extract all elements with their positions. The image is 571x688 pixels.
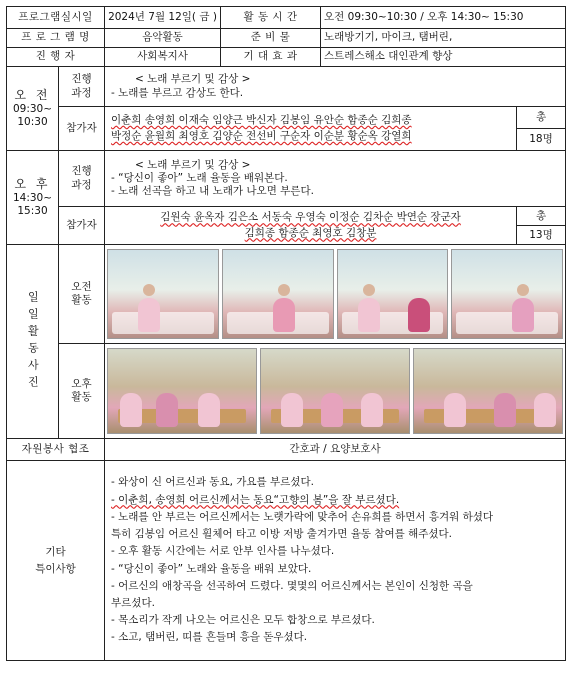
- afternoon-process-label: 진행 과정: [59, 151, 105, 207]
- afternoon-process-content: [105, 151, 566, 207]
- notes-line: - 어르신의 애창곡을 선곡하여 드렸다. 몇몇의 어르신께서는 본인이 신청한 곡을: [111, 579, 473, 592]
- morning-participants-list: [105, 107, 517, 151]
- notes-line: - 이춘희, 송영희 어르신께서는 동요“고향의 봄”을 잘 부르셨다.: [111, 493, 400, 506]
- afternoon-process-line: - 노래 선곡을 하고 내 노래가 나오면 부른다.: [111, 185, 314, 198]
- afternoon-participants-line: 김희종 함종순 최영호 김창분: [244, 226, 377, 239]
- afternoon-photo: [413, 348, 563, 434]
- notes-line: 특히 김봉임 어르신 휠체어 타고 이방 저방 출겨가면 율동 참여를 해주셨다.: [111, 528, 453, 541]
- afternoon-time-end: 15:30: [17, 205, 48, 217]
- morning-photo: [451, 249, 563, 339]
- notes-label: 기타 특이사항: [7, 461, 105, 661]
- morning-photos-strip: [105, 245, 566, 344]
- morning-photo: [222, 249, 334, 339]
- daily-photos-label-cell: [7, 245, 59, 439]
- morning-photo: [337, 249, 449, 339]
- daily-photos-label: 일일활동사진: [26, 290, 40, 393]
- afternoon-participants-list: [105, 207, 517, 245]
- morning-time-start: 09:30~: [12, 102, 53, 115]
- preparation-label: 준 비 물: [221, 29, 321, 48]
- afternoon-label: 오 후: [14, 176, 51, 191]
- notes-line: - 오후 활동 시간에는 서로 안부 인사를 나누셨다.: [111, 545, 335, 558]
- conductor-label: 진 행 자: [7, 48, 105, 67]
- morning-process-label: 진행 과정: [59, 67, 105, 107]
- expected-effect-value: 스트레스해소 대인관계 향상: [321, 48, 566, 67]
- afternoon-photo: [107, 348, 257, 434]
- morning-participants-line: 박정순 윤월희 최영호 김양순 전선비 구순자 이순분 황순옥 강열희: [111, 130, 412, 142]
- afternoon-participants-line: 김원숙 윤옥자 김은소 서동숙 우영숙 이정순 김차순 박연순 장군자: [160, 211, 461, 224]
- notes-line: - 소고, 탬버린, 띠를 흔들며 흥을 돋우셨다.: [111, 631, 308, 644]
- afternoon-total-value: 13명: [529, 229, 553, 241]
- afternoon-photos-strip: [105, 344, 566, 439]
- activity-time-label: 활 동 시 간: [221, 7, 321, 29]
- program-date-label: 프로그램실시일: [7, 7, 105, 29]
- preparation-value: 노래방기기, 마이크, 탬버린,: [321, 29, 566, 48]
- morning-participants-line: 이춘희 송영희 이재숙 임양근 박신자 김봉임 유안순 함종순 김희종: [111, 113, 412, 126]
- morning-label: 오 전: [14, 87, 51, 102]
- notes-line: - “당신이 좋아” 노래와 율동을 배워 보았다.: [111, 562, 312, 575]
- afternoon-total-cell: [517, 207, 566, 245]
- morning-participants-label: 참가자: [59, 107, 105, 151]
- morning-total-value: 18명: [529, 133, 553, 145]
- notes-line: - 노래를 안 부르는 어르신께서는 노랫가락에 맞추어 손유희를 하면서 흥겨워 하셨다: [111, 510, 494, 523]
- notes-line: - 와상이 신 어르신과 동요, 가요를 부르셨다.: [111, 476, 314, 489]
- notes-line: 부르셨다.: [111, 596, 155, 609]
- afternoon-total-label: 총: [517, 207, 565, 226]
- afternoon-session-cell: [7, 151, 59, 245]
- notes-content: [105, 461, 566, 661]
- morning-session-cell: [7, 67, 59, 151]
- conductor-value: 사회복지사: [105, 48, 221, 67]
- volunteer-label: 자원봉사 협조: [7, 439, 105, 461]
- morning-photos-label: 오전 활동: [59, 245, 105, 344]
- expected-effect-label: 기 대 효 과: [221, 48, 321, 67]
- activity-report-table: [6, 6, 566, 661]
- activity-time-value: 오전 09:30~10:30 / 오후 14:30~ 15:30: [321, 7, 566, 29]
- afternoon-time-start: 14:30~: [12, 191, 53, 204]
- morning-time-end: 10:30: [17, 116, 48, 128]
- volunteer-value: 간호과 / 요양보호사: [105, 439, 566, 461]
- program-name-value: 음악활동: [105, 29, 221, 48]
- afternoon-process-line: - “당신이 좋아” 노래 율동을 배워본다.: [111, 171, 288, 184]
- morning-total-cell: [517, 107, 566, 151]
- notes-line: - 목소리가 작게 나오는 어르신은 모두 합창으로 부르셨다.: [111, 614, 375, 627]
- afternoon-process-title: < 노래 부르기 및 감상 >: [135, 158, 251, 171]
- afternoon-photos-label: 오후 활동: [59, 344, 105, 439]
- morning-process-title: < 노래 부르기 및 감상 >: [135, 73, 251, 86]
- morning-process-line: - 노래를 부르고 감상도 한다.: [111, 86, 244, 99]
- morning-process-content: [105, 67, 566, 107]
- program-name-label: 프 로 그 램 명: [7, 29, 105, 48]
- morning-total-label: 총: [517, 107, 565, 129]
- morning-photo: [107, 249, 219, 339]
- afternoon-participants-label: 참가자: [59, 207, 105, 245]
- afternoon-photo: [260, 348, 410, 434]
- program-date-value: 2024년 7월 12일( 금 ): [105, 7, 221, 29]
